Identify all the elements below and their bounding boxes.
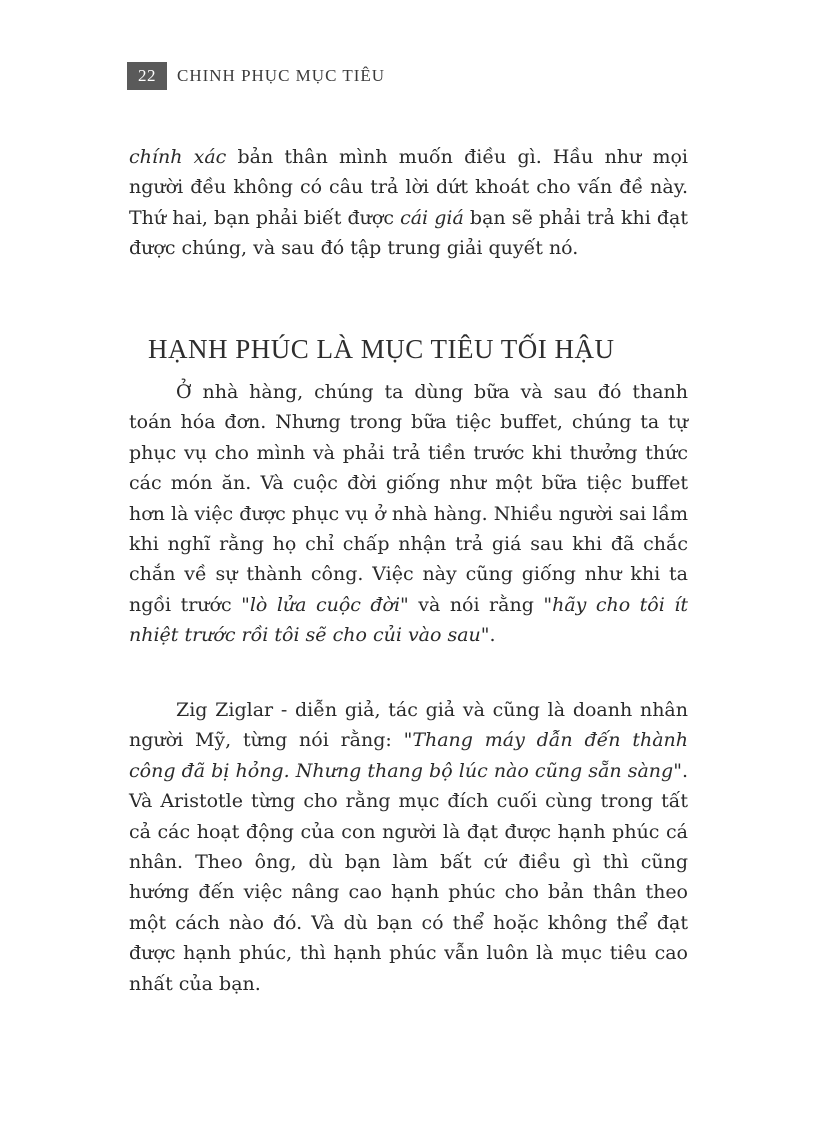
emphasis-cai-gia: cái giá	[400, 206, 464, 229]
section-heading: HẠNH PHÚC LÀ MỤC TIÊU TỐI HẬU	[148, 334, 615, 364]
paragraph-1	[129, 142, 688, 264]
paragraph-2	[129, 377, 688, 651]
page-header	[127, 62, 385, 90]
paragraph-3-text-2: . Và Aristotle từng cho rằng mục đích cuối cùng trong tất cả các hoạt động của con người là đạt được hạnh phúc cá nhân. Theo ông, dù bạn làm bất cứ điều gì thì cũng hướng đến việc nâng cao hạnh phúc cho bản thân theo một cách nào đó. Và dù bạn có thể hoặc không thể đạt được hạnh phúc, thì hạnh phúc vẫn luôn là mục tiêu cao nhất của bạn.	[129, 759, 688, 995]
paragraph-3	[129, 695, 688, 999]
running-title: CHINH PHỤC MỤC TIÊU	[177, 66, 386, 85]
quote-hay-cho-toi: "hãy cho tôi ít nhiệt trước rồi tôi sẽ cho củi vào sau"	[129, 593, 688, 647]
paragraph-2-text-3: .	[489, 624, 496, 647]
paragraph-2-text-2: và nói rằng	[408, 593, 544, 616]
paragraph-2-text-1: Ở nhà hàng, chúng ta dùng bữa và sau đó thanh toán hóa đơn. Nhưng trong bữa tiệc buffet, chúng ta tự phục vụ cho mình và phải trả tiền trước khi thưởng thức các món ăn. Và cuộc đời giống như một bữa tiệc buffet hơn là việc được phục vụ ở nhà hàng. Nhiều người sai lầm khi nghĩ rằng họ chỉ chấp nhận trả giá sau khi đã chắc chắn về sự thành công. Việc này cũng giống như khi ta ngồi trước	[129, 381, 688, 616]
paragraph-3-text-1: Zig Ziglar - diễn giả, tác giả và cũng là doanh nhân người Mỹ, từng nói rằng:	[129, 699, 688, 752]
quote-lo-lua: "lò lửa cuộc đời"	[241, 593, 409, 616]
emphasis-chinh-xac: chính xác	[129, 146, 227, 168]
quote-zig-ziglar: "Thang máy dẫn đến thành công đã bị hỏng. Nhưng thang bộ lúc nào cũng sẵn sàng"	[129, 729, 689, 782]
paragraph-1-text-1: bản thân mình muốn điều gì. Hầu như mọi người đều không có câu trả lời dứt khoát cho vấn đề này. Thứ hai, bạn phải biết được	[129, 146, 688, 229]
paragraph-1-text-2: bạn sẽ phải trả khi đạt được chúng, và sau đó tập trung giải quyết nó.	[129, 206, 689, 260]
page-number: 22	[127, 62, 167, 90]
